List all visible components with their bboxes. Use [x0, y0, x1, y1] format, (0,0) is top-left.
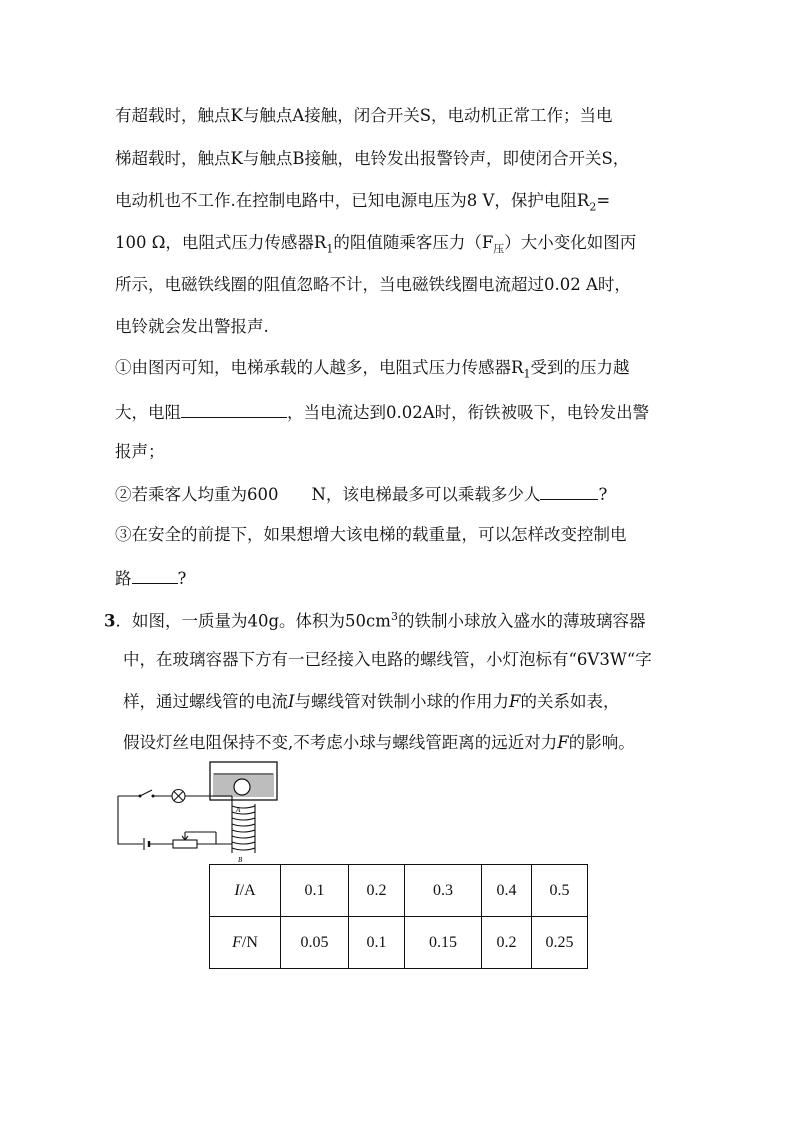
question-3: ③在安全的前提下，如果想增大该电梯的载重量，可以怎样改变控制电	[115, 525, 627, 544]
label-b: B	[238, 856, 243, 864]
table-cell: 0.1	[349, 917, 405, 969]
problem-3-cont: 中，在玻璃容器下方有一已经接入电路的螺线管，小灯泡标有“6V3W“字	[123, 650, 652, 669]
battery-icon	[144, 838, 149, 850]
table-cell: 0.05	[281, 917, 349, 969]
answer-blank[interactable]	[132, 565, 178, 584]
lamp-icon	[172, 790, 185, 803]
table-cell: 0.4	[482, 865, 532, 917]
table-cell: 0.5	[532, 865, 588, 917]
problem-3-cont: 样，通过螺线管的电流I与螺线管对铁制小球的作用力F的关系如表，	[123, 692, 620, 711]
text-line: 所示，电磁铁线圈的阻值忽略不计，当电磁铁线圈电流超过0.02 A时，	[115, 275, 631, 294]
question-1-cont: 报声；	[115, 442, 165, 461]
question-1-cont: 大，电阻 ，当电流达到0.02A时，衔铁被吸下，电铃发出警	[115, 399, 649, 425]
text-line: 电动机也不工作.在控制电路中，已知电源电压为8 V，保护电阻$R_2=$	[115, 191, 611, 214]
table-cell: 0.15	[405, 917, 482, 969]
problem-3: 3．如图，一质量为40g。体积为$50cm^3$的铁制小球放入盛水的薄玻璃容器	[104, 610, 646, 631]
table-header-cell: F/N	[210, 917, 281, 969]
text-line: 有超载时，触点K与触点A接触，闭合开关S，电动机正常工作；当电	[115, 106, 613, 125]
table-cell: 0.3	[405, 865, 482, 917]
text-line: 电铃就会发出警报声.	[115, 317, 269, 336]
current-force-table	[209, 864, 588, 969]
table-cell: 0.2	[482, 917, 532, 969]
text-line: 梯超载时，触点K与触点B接触，电铃发出报警铃声，即使闭合开关S，	[115, 149, 630, 168]
table-cell: 0.2	[349, 865, 405, 917]
table-cell: 0.25	[532, 917, 588, 969]
iron-ball	[234, 779, 250, 795]
answer-blank[interactable]	[181, 399, 287, 418]
table-header-cell: I/A	[210, 865, 281, 917]
switch-icon	[139, 795, 155, 798]
label-a: A	[236, 806, 241, 814]
table-cell: 0.1	[281, 865, 349, 917]
table-row	[210, 917, 588, 969]
text-line: 100 Ω，电阻式压力传感器$R_1$的阻值随乘客压力$(F_压)$大小变化如图丙	[115, 233, 637, 256]
problem-3-cont: 假设灯丝电阻保持不变,不考虑小球与螺线管距离的远近对力F的影响。	[123, 733, 635, 752]
table-row	[210, 865, 588, 917]
question-1: ①由图丙可知，电梯承载的人越多，电阻式压力传感器$R_1$受到的压力越	[115, 358, 630, 381]
circuit-diagram	[110, 760, 300, 865]
answer-blank[interactable]	[540, 481, 598, 500]
question-3-cont: 路 ?	[115, 565, 186, 591]
question-2: ②若乘客人均重为600 N，该电梯最多可以乘载多少人 ?	[115, 481, 607, 507]
